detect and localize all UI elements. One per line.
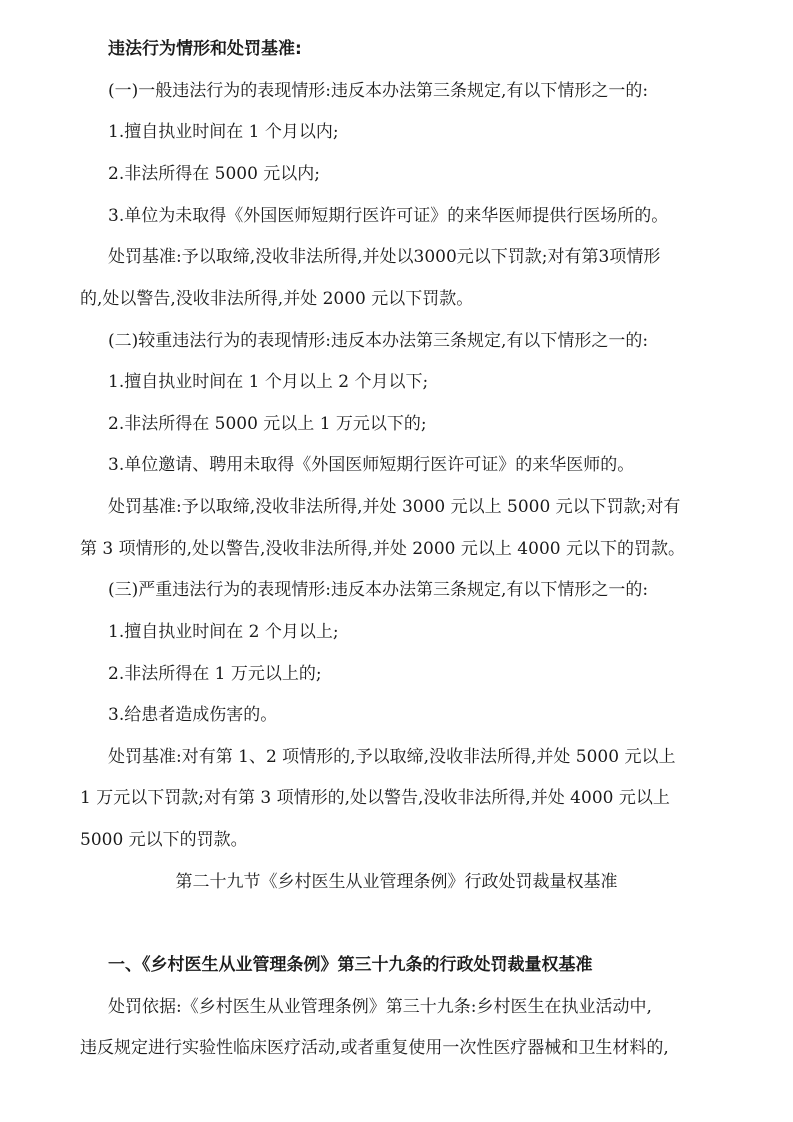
sec3-penalty-line-3: 5000 元以下的罚款。 bbox=[80, 830, 248, 850]
sec2-item-2: 2.非法所得在 5000 元以上 1 万元以下的; bbox=[108, 414, 427, 434]
sec2-penalty-line-1: 处罚基准:予以取缔,没收非法所得,并处 3000 元以上 5000 元以下罚款;对有 bbox=[108, 497, 681, 517]
sec2-item-3: 3.单位邀请、聘用未取得《外国医师短期行医许可证》的来华医师的。 bbox=[108, 455, 635, 475]
sec2-item-1: 1.擅自执业时间在 1 个月以上 2 个月以下; bbox=[108, 372, 429, 392]
sec3-penalty-line-1: 处罚基准:对有第 1、2 项情形的,予以取缔,没收非法所得,并处 5000 元以上 bbox=[108, 747, 676, 767]
sec3-penalty-line-2: 1 万元以下罚款;对有第 3 项情形的,处以警告,没收非法所得,并处 4000 元以上 bbox=[80, 788, 670, 808]
heading-article-39: 一、《乡村医生从业管理条例》第三十九条的行政处罚裁量权基准 bbox=[108, 955, 593, 975]
sec1-intro: (一)一般违法行为的表现情形:违反本办法第三条规定,有以下情形之一的: bbox=[108, 81, 649, 101]
sec1-item-3: 3.单位为未取得《外国医师短期行医许可证》的来华医师提供行医场所的。 bbox=[108, 206, 669, 226]
sec1-penalty-line-2: 的,处以警告,没收非法所得,并处 2000 元以下罚款。 bbox=[80, 289, 474, 309]
sec2-intro: (二)较重违法行为的表现情形:违反本办法第三条规定,有以下情形之一的: bbox=[108, 331, 649, 351]
basis-line-2: 违反规定进行实验性临床医疗活动,或者重复使用一次性医疗器械和卫生材料的, bbox=[80, 1038, 669, 1058]
heading-violation-criteria: 违法行为情形和处罚基准: bbox=[108, 39, 302, 59]
basis-line-1: 处罚依据:《乡村医生从业管理条例》第三十九条:乡村医生在执业活动中, bbox=[108, 997, 652, 1017]
sec3-item-2: 2.非法所得在 1 万元以上的; bbox=[108, 664, 322, 684]
section-title: 第二十九节《乡村医生从业管理条例》行政处罚裁量权基准 bbox=[175, 872, 618, 892]
sec1-item-2: 2.非法所得在 5000 元以内; bbox=[108, 164, 321, 184]
sec3-item-1: 1.擅自执业时间在 2 个月以上; bbox=[108, 622, 339, 642]
sec3-intro: (三)严重违法行为的表现情形:违反本办法第三条规定,有以下情形之一的: bbox=[108, 580, 649, 600]
sec2-penalty-line-2: 第 3 项情形的,处以警告,没收非法所得,并处 2000 元以上 4000 元以下的罚款。 bbox=[80, 539, 685, 559]
sec1-item-1: 1.擅自执业时间在 1 个月以内; bbox=[108, 122, 339, 142]
sec3-item-3: 3.给患者造成伤害的。 bbox=[108, 705, 278, 725]
sec1-penalty-line-1: 处罚基准:予以取缔,没收非法所得,并处以3000元以下罚款;对有第3项情形 bbox=[108, 247, 661, 267]
